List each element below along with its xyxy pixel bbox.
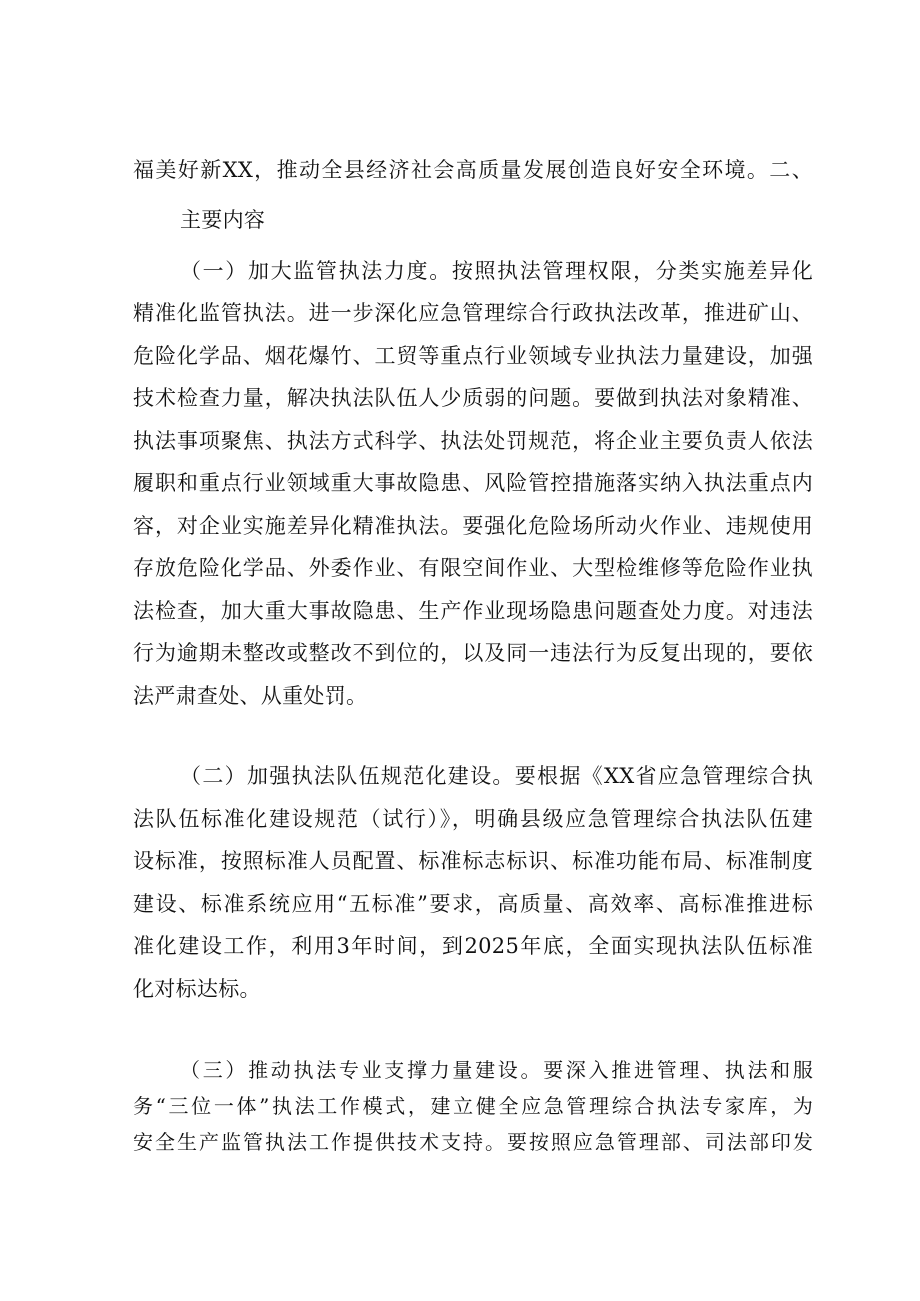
paragraph-line: 执法事项聚焦、执法方式科学、执法处罚规范，将企业主要负责人依法 (133, 429, 813, 453)
section-heading: 主要内容 (180, 208, 266, 232)
paragraph-line: 行为逾期未整改或整改不到位的，以及同一违法行为反复出现的，要依 (133, 641, 813, 665)
paragraph-line: 履职和重点行业领域重大事故隐患、风险管控措施落实纳入执法重点内 (133, 471, 813, 495)
paragraph-line: 存放危险化学品、外委作业、有限空间作业、大型检维修等危险作业执 (133, 556, 813, 580)
paragraph-line: 务“三位一体”执法工作模式，建立健全应急管理综合执法专家库，为 (133, 1094, 813, 1118)
paragraph-line: 建设、标准系统应用“五标准”要求，高质量、高效率、高标准推进标 (133, 892, 813, 916)
paragraph-line: 设标准，按照标准人员配置、标准标志标识、标准功能布局、标准制度 (133, 849, 813, 873)
paragraph-line: （一）加大监管执法力度。按照执法管理权限，分类实施差异化 (180, 259, 813, 283)
paragraph-line: 法队伍标准化建设规范（试行）》，明确县级应急管理综合执法队伍建 (133, 807, 813, 831)
paragraph-line: 法严肃查处、从重处罚。 (133, 684, 368, 708)
paragraph-line: 法检查，加大重大事故隐患、生产作业现场隐患问题查处力度。对违法 (133, 599, 813, 623)
paragraph-line: 容，对企业实施差异化精准执法。要强化危险场所动火作业、违规使用 (133, 514, 813, 538)
paragraph-line: 化对标达标。 (133, 977, 261, 1001)
paragraph-line: 准化建设工作，利用3年时间，到2025年底，全面实现执法队伍标准 (133, 934, 813, 958)
text-line: 福美好新XX，推动全县经济社会高质量发展创造良好安全环境。二、 (133, 158, 813, 182)
paragraph-line: 安全生产监管执法工作提供技术支持。要按照应急管理部、司法部印发 (133, 1130, 813, 1154)
paragraph-line: 技术检查力量，解决执法队伍人少质弱的问题。要做到执法对象精准、 (133, 386, 813, 410)
paragraph-line: 危险化学品、烟花爆竹、工贸等重点行业领域专业执法力量建设，加强 (133, 344, 813, 368)
paragraph-line: （二）加强执法队伍规范化建设。要根据《XX省应急管理综合执 (180, 764, 813, 788)
paragraph-line: 精准化监管执法。进一步深化应急管理综合行政执法改革，推进矿山、 (133, 301, 813, 325)
paragraph-line: （三）推动执法专业支撑力量建设。要深入推进管理、执法和服 (180, 1058, 813, 1082)
